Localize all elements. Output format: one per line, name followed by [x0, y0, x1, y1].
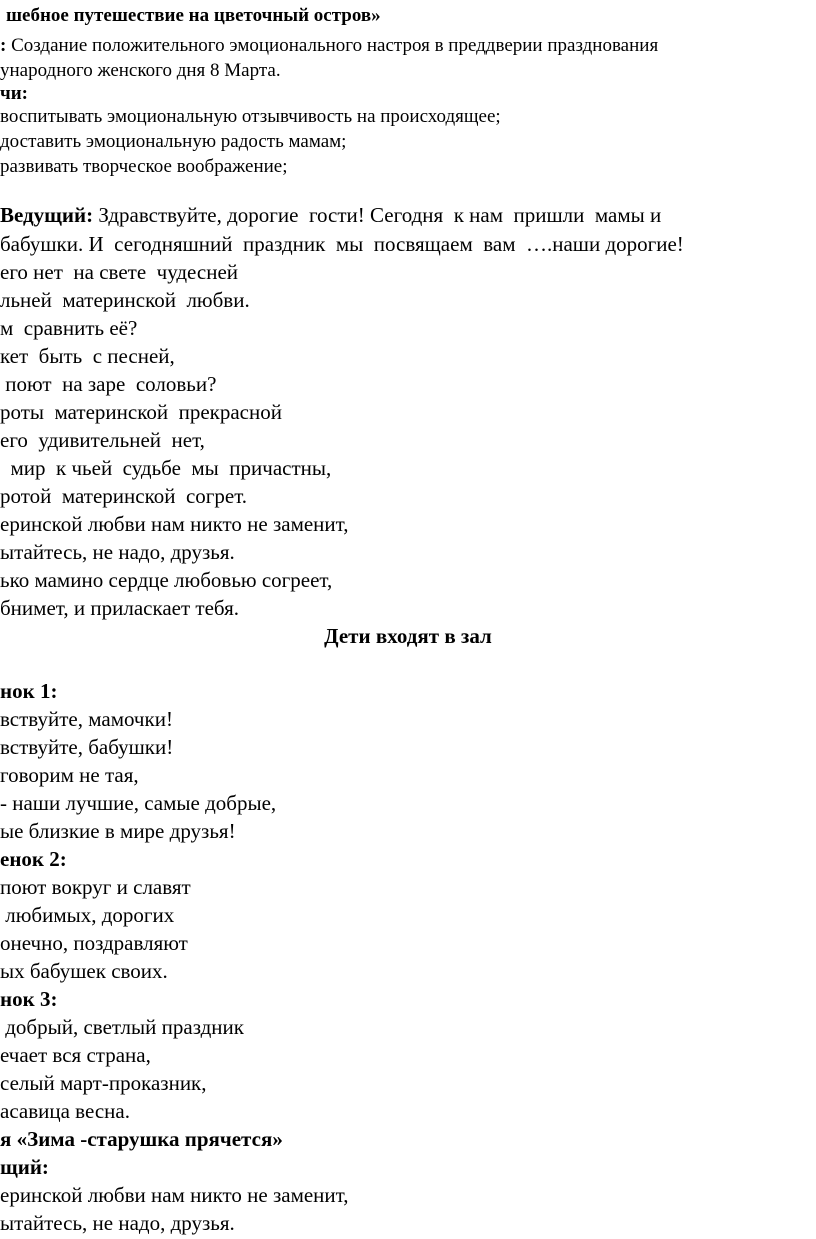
- child-3-line: асавица весна.: [0, 1099, 130, 1123]
- poem-line: еринской любви нам никто не заменит,: [0, 512, 349, 536]
- poem-line: льней материнской любви.: [0, 288, 250, 312]
- task-item: воспитывать эмоциональную отзывчивость на происходящее;: [0, 106, 501, 127]
- goal-label: :: [0, 35, 7, 56]
- poem-line: ытайтесь, не надо, друзья.: [0, 540, 235, 564]
- host-2-line: ытайтесь, не надо, друзья.: [0, 1211, 235, 1235]
- poem-line: его удивительней нет,: [0, 428, 205, 452]
- task-item: развивать творческое воображение;: [0, 156, 288, 177]
- song-title: я «Зима -старушка прячется»: [0, 1127, 283, 1151]
- document-title: шебное путешествие на цветочный остров»: [6, 5, 381, 26]
- child-3-label: нок 3:: [0, 987, 58, 1011]
- poem-line: мир к чьей судьбе мы причастны,: [0, 456, 332, 480]
- child-1-line: - наши лучшие, самые добрые,: [0, 791, 277, 815]
- poem-line: роты материнской прекрасной: [0, 400, 282, 424]
- tasks-label: чи:: [0, 83, 28, 104]
- host-intro-line-2: бабушки. И сегодняшний праздник мы посвящаем вам ….наши дорогие!: [0, 232, 684, 256]
- host-label: Ведущий:: [0, 203, 94, 227]
- child-1-line: говорим не тая,: [0, 763, 139, 787]
- poem-line: бнимет, и приласкает тебя.: [0, 596, 239, 620]
- child-1-line: вствуйте, бабушки!: [0, 735, 174, 759]
- child-3-line: добрый, светлый праздник: [0, 1015, 244, 1039]
- child-2-line: онечно, поздравляют: [0, 931, 188, 955]
- poem-line: ько мамино сердце любовью согреет,: [0, 568, 333, 592]
- child-2-line: ых бабушек своих.: [0, 959, 168, 983]
- child-1-line: ые близкие в мире друзья!: [0, 819, 236, 843]
- poem-line: поют на заре соловьи?: [0, 372, 217, 396]
- stage-direction: Дети входят в зал: [324, 624, 492, 648]
- child-1-line: вствуйте, мамочки!: [0, 707, 173, 731]
- child-2-line: любимых, дорогих: [0, 903, 175, 927]
- goal-text-1: Создание положительного эмоционального настроя в преддверии празднования: [11, 35, 659, 56]
- poem-line: ротой материнской согрет.: [0, 484, 248, 508]
- child-3-line: селый март-проказник,: [0, 1071, 207, 1095]
- child-3-line: ечает вся страна,: [0, 1043, 151, 1067]
- poem-line: м сравнить её?: [0, 316, 138, 340]
- host-2-label: щий:: [0, 1155, 49, 1179]
- host-2-line: еринской любви нам никто не заменит,: [0, 1183, 349, 1207]
- host-intro-line-1: Ведущий: Здравствуйте, дорогие гости! Сегодня к нам пришли мамы и: [0, 203, 662, 227]
- goal-line-2: ународного женского дня 8 Марта.: [0, 60, 281, 81]
- goal-line-1: [0, 36, 658, 55]
- poem-line: его нет на свете чудесней: [0, 260, 239, 284]
- child-2-line: поют вокруг и славят: [0, 875, 191, 899]
- task-item: доставить эмоциональную радость мамам;: [0, 131, 347, 152]
- poem-line: кет быть с песней,: [0, 344, 175, 368]
- child-2-label: енок 2:: [0, 847, 67, 871]
- child-1-label: нок 1:: [0, 679, 58, 703]
